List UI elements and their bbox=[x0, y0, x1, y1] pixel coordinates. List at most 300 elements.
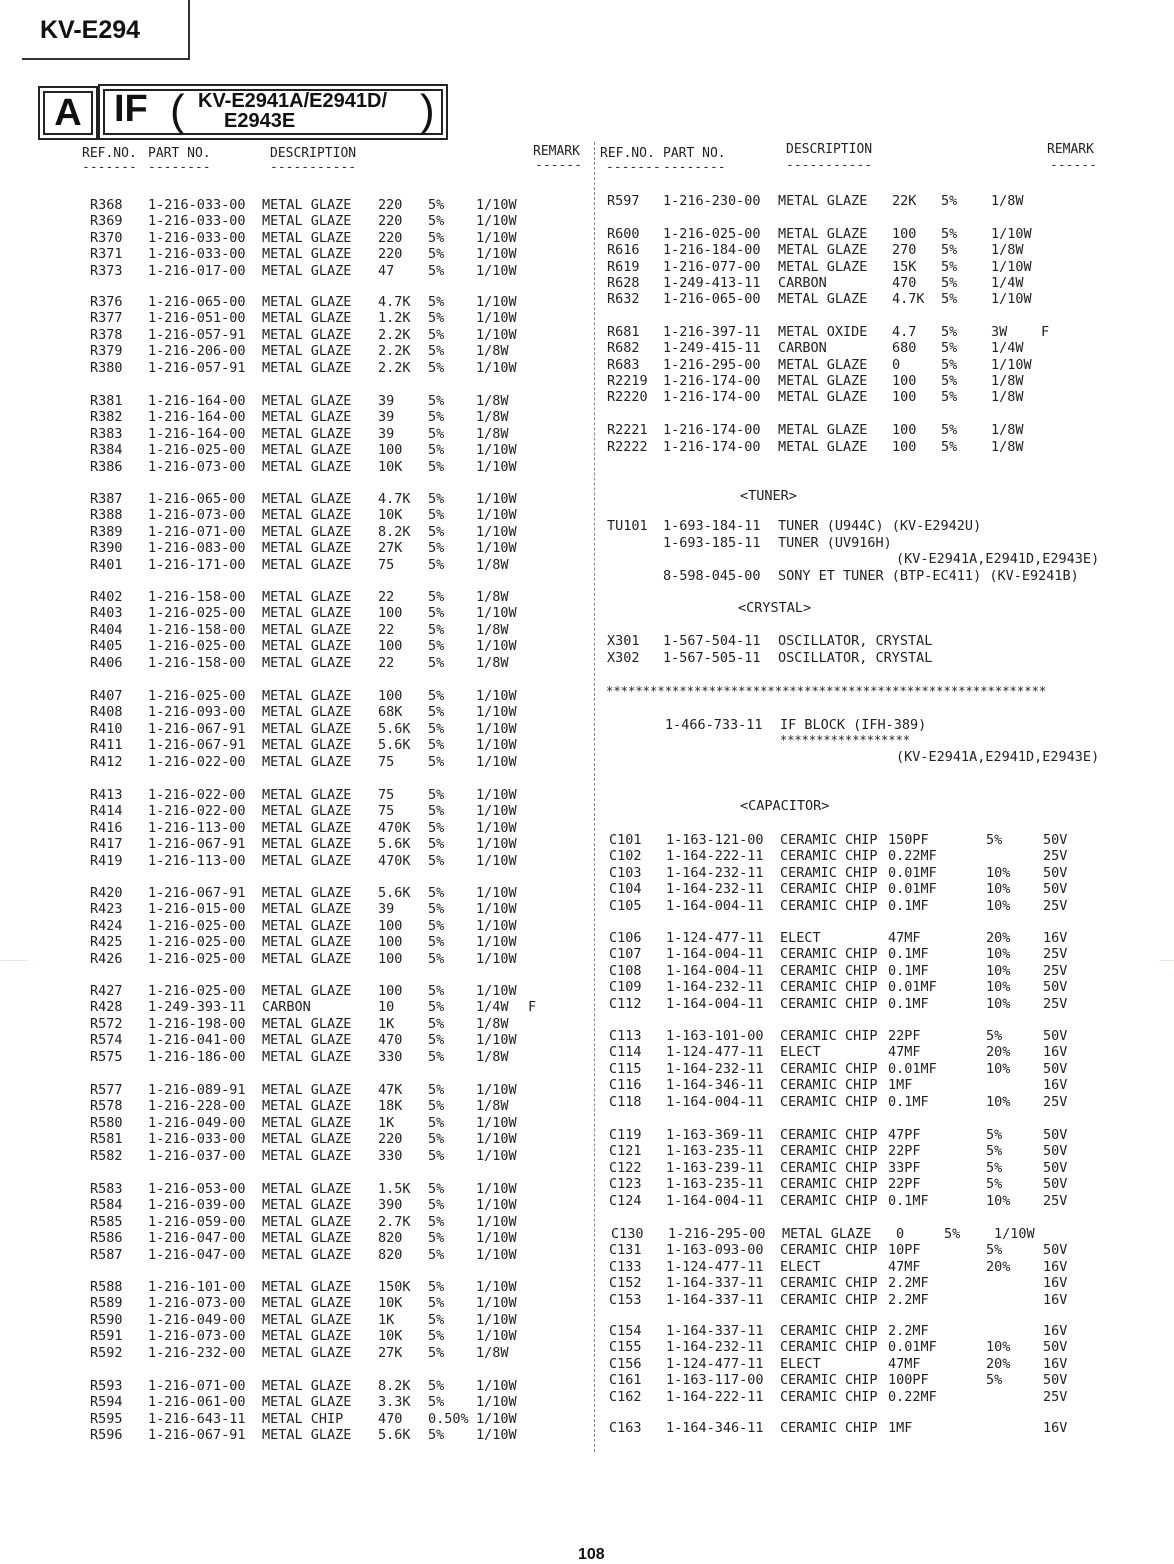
table-row bbox=[0, 605, 1174, 621]
ref-no: C106 bbox=[609, 930, 642, 946]
part-no: 1-216-033-00 bbox=[148, 197, 246, 213]
rating: 1/10W bbox=[476, 1147, 517, 1164]
tolerance: 20% bbox=[986, 930, 1011, 946]
description: METAL GLAZE bbox=[262, 1311, 352, 1328]
ref-no: R388 bbox=[90, 507, 123, 524]
value: 3.3K bbox=[378, 1394, 411, 1411]
part-no: 1-216-065-00 bbox=[663, 291, 761, 307]
ref-no: R580 bbox=[90, 1114, 123, 1131]
tolerance: 5% bbox=[428, 1032, 445, 1049]
rating: 1/10W bbox=[476, 638, 517, 655]
value: 10K bbox=[378, 1328, 403, 1345]
part-no: 1-216-033-00 bbox=[148, 246, 246, 263]
ref-no: R597 bbox=[607, 193, 640, 209]
table-row bbox=[0, 568, 1174, 584]
table-row bbox=[0, 946, 1174, 962]
ref-no: C152 bbox=[609, 1275, 642, 1292]
table-row bbox=[0, 1028, 1174, 1044]
rating: 1/10W bbox=[476, 934, 517, 951]
ref-no: R427 bbox=[90, 983, 123, 999]
header-remark: REMARK bbox=[533, 144, 580, 159]
tolerance: 5% bbox=[428, 326, 445, 343]
ref-no: C116 bbox=[609, 1077, 642, 1094]
voltage: 25V bbox=[1043, 946, 1068, 963]
if-block-desc: IF BLOCK (IFH-389) bbox=[780, 717, 927, 733]
table-row bbox=[0, 193, 1174, 209]
ref-no: R682 bbox=[607, 340, 640, 356]
part-no: 1-164-004-11 bbox=[666, 1192, 764, 1209]
description: METAL GLAZE bbox=[262, 458, 352, 475]
ref-no: R577 bbox=[90, 1082, 123, 1098]
part-no: 1-216-295-00 bbox=[668, 1226, 766, 1242]
part-no: 1-567-505-11 bbox=[663, 650, 761, 666]
rating: 1/10W bbox=[476, 1230, 517, 1247]
tolerance: 5% bbox=[428, 654, 445, 671]
value: 10PF bbox=[888, 1242, 921, 1259]
part-no: 1-164-337-11 bbox=[666, 1291, 764, 1308]
tolerance: 5% bbox=[428, 1295, 445, 1312]
description: CERAMIC CHIP bbox=[780, 1339, 878, 1356]
section-name: IF bbox=[114, 88, 148, 130]
ref-no: R589 bbox=[90, 1295, 123, 1312]
description: OSCILLATOR, CRYSTAL bbox=[778, 650, 933, 666]
description: CERAMIC CHIP bbox=[780, 1143, 878, 1160]
rating: 1/8W bbox=[476, 621, 509, 638]
part-no: 1-164-004-11 bbox=[666, 962, 764, 979]
part-no: 1-216-071-00 bbox=[148, 1378, 246, 1394]
description: CERAMIC CHIP bbox=[780, 1275, 878, 1292]
voltage: 25V bbox=[1043, 995, 1068, 1012]
value: 0.1MF bbox=[888, 1192, 929, 1209]
table-row bbox=[0, 865, 1174, 881]
part-no: 8-598-045-00 bbox=[663, 568, 761, 584]
value: 100 bbox=[892, 422, 917, 438]
rating: 1/10W bbox=[476, 917, 517, 934]
part-no: 1-216-113-00 bbox=[148, 819, 246, 836]
value: 1.2K bbox=[378, 310, 411, 327]
value: 5.6K bbox=[378, 737, 411, 754]
part-no: 1-216-025-00 bbox=[148, 950, 246, 967]
part-no: 1-249-393-11 bbox=[148, 999, 246, 1016]
description: METAL GLAZE bbox=[262, 442, 352, 459]
description: METAL GLAZE bbox=[262, 507, 352, 524]
value: 39 bbox=[378, 901, 395, 918]
value: 47MF bbox=[888, 1258, 921, 1275]
ref-no: R2219 bbox=[607, 373, 648, 389]
table-row bbox=[0, 1420, 1174, 1436]
tolerance: 5% bbox=[428, 1015, 445, 1032]
ref-no: R412 bbox=[90, 753, 123, 770]
description: (KV-E2941A,E2941D,E2943E) bbox=[896, 551, 1100, 567]
description: METAL GLAZE bbox=[778, 389, 868, 405]
ref-no: R596 bbox=[90, 1427, 123, 1444]
table-row bbox=[0, 1259, 1174, 1275]
part-no: 1-164-346-11 bbox=[666, 1420, 764, 1436]
voltage: 16V bbox=[1043, 1355, 1068, 1372]
rating: 1/10W bbox=[476, 1197, 517, 1214]
ref-no: R420 bbox=[90, 885, 123, 901]
tolerance: 5% bbox=[428, 1394, 445, 1411]
table-row bbox=[0, 704, 1174, 720]
part-no: 1-164-337-11 bbox=[666, 1275, 764, 1292]
value: 0.01MF bbox=[888, 1060, 937, 1077]
part-no: 1-163-239-11 bbox=[666, 1159, 764, 1176]
ref-no: R371 bbox=[90, 246, 123, 263]
description: METAL GLAZE bbox=[262, 1279, 352, 1295]
value: 820 bbox=[378, 1246, 403, 1263]
value: 100 bbox=[378, 638, 403, 655]
description: CERAMIC CHIP bbox=[780, 995, 878, 1012]
ref-no: R2221 bbox=[607, 422, 648, 438]
description: METAL GLAZE bbox=[262, 540, 352, 557]
description: METAL GLAZE bbox=[262, 1328, 352, 1345]
value: 22PF bbox=[888, 1143, 921, 1160]
tolerance: 5% bbox=[428, 901, 445, 918]
tolerance: 5% bbox=[428, 688, 445, 704]
rating: 1/10W bbox=[476, 688, 517, 704]
tolerance: 10% bbox=[986, 864, 1011, 881]
description: METAL GLAZE bbox=[778, 373, 868, 389]
voltage: 16V bbox=[1043, 1258, 1068, 1275]
ref-no: R383 bbox=[90, 425, 123, 442]
fold-mark-right bbox=[1160, 960, 1174, 961]
table-row bbox=[0, 787, 1174, 803]
description: METAL GLAZE bbox=[262, 556, 352, 573]
part-no: 1-216-057-91 bbox=[148, 326, 246, 343]
tolerance: 20% bbox=[986, 1355, 1011, 1372]
ref-no: R592 bbox=[90, 1344, 123, 1361]
tolerance: 10% bbox=[986, 962, 1011, 979]
value: 220 bbox=[378, 213, 403, 230]
part-no: 1-216-025-00 bbox=[148, 442, 246, 459]
value: 100 bbox=[892, 226, 917, 242]
tolerance: 5% bbox=[941, 357, 958, 373]
value: 100PF bbox=[888, 1372, 929, 1389]
voltage: 50V bbox=[1043, 979, 1068, 996]
tolerance: 20% bbox=[986, 1044, 1011, 1061]
tolerance: 5% bbox=[428, 523, 445, 540]
description: CERAMIC CHIP bbox=[780, 946, 878, 963]
header-desc-dash-right: ----------- bbox=[786, 158, 873, 173]
part-no: 1-216-083-00 bbox=[148, 540, 246, 557]
table-row bbox=[0, 1226, 1174, 1242]
value: 75 bbox=[378, 556, 395, 573]
section-letter: A bbox=[54, 92, 82, 134]
ref-no: C105 bbox=[609, 897, 642, 914]
ref-no: C162 bbox=[609, 1388, 642, 1405]
table-row bbox=[0, 551, 1174, 567]
ref-no: R590 bbox=[90, 1311, 123, 1328]
part-no: 1-164-346-11 bbox=[666, 1077, 764, 1094]
tolerance: 5% bbox=[428, 393, 445, 409]
tolerance: 5% bbox=[428, 343, 445, 360]
section-models-line1: KV-E2941A/E2941D/ bbox=[198, 90, 388, 112]
ref-no: C122 bbox=[609, 1159, 642, 1176]
ref-no: R379 bbox=[90, 343, 123, 360]
tolerance: 5% bbox=[941, 275, 958, 291]
ref-no: R408 bbox=[90, 704, 123, 721]
rating: 1/10W bbox=[476, 1279, 517, 1295]
ref-no: R401 bbox=[90, 556, 123, 573]
part-no: 1-163-101-00 bbox=[666, 1028, 764, 1044]
value: 1MF bbox=[888, 1420, 913, 1436]
tolerance: 5% bbox=[428, 213, 445, 230]
description: METAL GLAZE bbox=[262, 917, 352, 934]
part-no: 1-216-073-00 bbox=[148, 458, 246, 475]
ref-no: R585 bbox=[90, 1213, 123, 1230]
ref-no: R572 bbox=[90, 1015, 123, 1032]
section-title-box bbox=[98, 84, 448, 140]
table-row bbox=[0, 963, 1174, 979]
description: TUNER (UV916H) bbox=[778, 535, 892, 551]
description: METAL GLAZE bbox=[262, 589, 352, 605]
description: ELECT bbox=[780, 930, 821, 946]
value: 5.6K bbox=[378, 836, 411, 853]
part-no: 1-216-164-00 bbox=[148, 409, 246, 426]
value: 22 bbox=[378, 621, 395, 638]
part-no: 1-164-222-11 bbox=[666, 848, 764, 865]
part-no: 1-124-477-11 bbox=[666, 1258, 764, 1275]
open-paren: ( bbox=[170, 86, 185, 135]
part-no: 1-567-504-11 bbox=[663, 633, 761, 649]
tolerance: 5% bbox=[428, 819, 445, 836]
tolerance: 5% bbox=[428, 1378, 445, 1394]
part-no: 1-216-067-91 bbox=[148, 720, 246, 737]
table-row bbox=[0, 340, 1174, 356]
table-row bbox=[0, 721, 1174, 737]
part-no: 1-216-025-00 bbox=[148, 688, 246, 704]
ref-no: R370 bbox=[90, 229, 123, 246]
voltage: 50V bbox=[1043, 1159, 1068, 1176]
part-no: 1-216-174-00 bbox=[663, 422, 761, 438]
description: METAL GLAZE bbox=[262, 491, 352, 507]
ref-no: R390 bbox=[90, 540, 123, 557]
part-no: 1-163-121-00 bbox=[666, 832, 764, 848]
table-row bbox=[0, 898, 1174, 914]
description: METAL GLAZE bbox=[778, 259, 868, 275]
rating: 1/8W bbox=[991, 389, 1024, 405]
value: 4.7K bbox=[378, 491, 411, 507]
tolerance: 5% bbox=[428, 197, 445, 213]
tolerance: 5% bbox=[428, 1098, 445, 1115]
tolerance: 5% bbox=[428, 1344, 445, 1361]
rating: 1/8W bbox=[476, 654, 509, 671]
rating: 1/8W bbox=[476, 1015, 509, 1032]
remark: F bbox=[1041, 324, 1050, 340]
description: METAL GLAZE bbox=[778, 242, 868, 258]
part-no: 1-163-093-00 bbox=[666, 1242, 764, 1259]
part-no: 1-164-004-11 bbox=[666, 995, 764, 1012]
part-no: 1-163-117-00 bbox=[666, 1372, 764, 1389]
part-no: 1-216-158-00 bbox=[148, 621, 246, 638]
part-no: 1-216-022-00 bbox=[148, 787, 246, 803]
rating: 1/8W bbox=[476, 1048, 509, 1065]
table-row bbox=[0, 439, 1174, 455]
rating: 1/4W bbox=[991, 275, 1024, 291]
part-no: 1-216-158-00 bbox=[148, 589, 246, 605]
ref-no: C104 bbox=[609, 881, 642, 898]
value: 2.2MF bbox=[888, 1275, 929, 1292]
rating: 1/10W bbox=[476, 458, 517, 475]
description: METAL GLAZE bbox=[262, 983, 352, 999]
description: METAL GLAZE bbox=[262, 605, 352, 622]
description: CERAMIC CHIP bbox=[780, 864, 878, 881]
rating: 1/10W bbox=[476, 1181, 517, 1197]
rating: 1/10W bbox=[476, 507, 517, 524]
table-row bbox=[0, 1044, 1174, 1060]
part-no: 1-216-158-00 bbox=[148, 654, 246, 671]
description: METAL GLAZE bbox=[262, 229, 352, 246]
table-row bbox=[0, 1160, 1174, 1176]
header-remark-dash: ------ bbox=[535, 158, 582, 173]
value: 100 bbox=[378, 934, 403, 951]
if-block-stars: ****************** bbox=[780, 733, 911, 747]
value: 330 bbox=[378, 1048, 403, 1065]
ref-no: R632 bbox=[607, 291, 640, 307]
ref-no: C109 bbox=[609, 979, 642, 996]
part-no: 1-216-037-00 bbox=[148, 1147, 246, 1164]
value: 0 bbox=[892, 357, 901, 373]
rating: 1/10W bbox=[476, 901, 517, 918]
ref-no: TU101 bbox=[607, 518, 648, 534]
rating: 1/10W bbox=[476, 1394, 517, 1411]
part-no: 1-163-369-11 bbox=[666, 1127, 764, 1143]
description: CERAMIC CHIP bbox=[780, 979, 878, 996]
tolerance: 10% bbox=[986, 995, 1011, 1012]
value: 27K bbox=[378, 540, 403, 557]
ref-no: R583 bbox=[90, 1181, 123, 1197]
description: METAL GLAZE bbox=[778, 291, 868, 307]
rating: 1/10W bbox=[476, 540, 517, 557]
ref-no: C161 bbox=[609, 1372, 642, 1389]
ref-no: R382 bbox=[90, 409, 123, 426]
description: METAL GLAZE bbox=[262, 803, 352, 820]
table-row bbox=[0, 1323, 1174, 1339]
tolerance: 5% bbox=[986, 1242, 1003, 1259]
part-no: 1-216-397-11 bbox=[663, 324, 761, 340]
description: METAL GLAZE bbox=[262, 720, 352, 737]
ref-no: R425 bbox=[90, 934, 123, 951]
ref-no: R387 bbox=[90, 491, 123, 507]
value: 330 bbox=[378, 1147, 403, 1164]
value: 100 bbox=[892, 439, 917, 455]
ref-no: R369 bbox=[90, 213, 123, 230]
description: METAL GLAZE bbox=[262, 901, 352, 918]
part-no: 1-216-025-00 bbox=[663, 226, 761, 242]
value: 470 bbox=[892, 275, 917, 291]
part-no: 1-216-113-00 bbox=[148, 852, 246, 869]
description: CARBON bbox=[778, 275, 827, 291]
tolerance: 5% bbox=[428, 803, 445, 820]
section-models-line2: E2943E bbox=[224, 110, 296, 132]
description: METAL GLAZE bbox=[262, 704, 352, 721]
rating: 3W bbox=[991, 324, 1008, 340]
table-row bbox=[0, 633, 1174, 649]
description: METAL GLAZE bbox=[262, 1213, 352, 1230]
part-no: 1-216-206-00 bbox=[148, 343, 246, 360]
rating: 1/10W bbox=[476, 885, 517, 901]
description: CERAMIC CHIP bbox=[780, 881, 878, 898]
tolerance: 5% bbox=[986, 1159, 1003, 1176]
rating: 1/10W bbox=[476, 213, 517, 230]
part-no: 1-164-232-11 bbox=[666, 881, 764, 898]
part-no: 1-216-174-00 bbox=[663, 439, 761, 455]
close-paren: ) bbox=[420, 86, 435, 135]
ref-no: C131 bbox=[609, 1242, 642, 1259]
value: 39 bbox=[378, 425, 395, 442]
part-no: 1-216-033-00 bbox=[148, 1131, 246, 1148]
description: METAL GLAZE bbox=[262, 1344, 352, 1361]
rating: 1/4W bbox=[476, 999, 509, 1016]
part-no: 1-216-101-00 bbox=[148, 1279, 246, 1295]
voltage: 50V bbox=[1043, 1339, 1068, 1356]
tolerance: 5% bbox=[941, 389, 958, 405]
rating: 1/10W bbox=[476, 803, 517, 820]
value: 10 bbox=[378, 999, 395, 1016]
rating: 1/10W bbox=[476, 1114, 517, 1131]
ref-no: R616 bbox=[607, 242, 640, 258]
ref-no: R683 bbox=[607, 357, 640, 373]
part-no: 1-216-643-11 bbox=[148, 1410, 246, 1427]
part-no: 1-164-004-11 bbox=[666, 946, 764, 963]
tolerance: 10% bbox=[986, 1192, 1011, 1209]
tolerance: 5% bbox=[428, 950, 445, 967]
description: CERAMIC CHIP bbox=[780, 1127, 878, 1143]
capacitor-heading: <CAPACITOR> bbox=[740, 798, 830, 814]
ref-no: R403 bbox=[90, 605, 123, 622]
voltage: 16V bbox=[1043, 930, 1068, 946]
description: METAL GLAZE bbox=[262, 1181, 352, 1197]
tolerance: 5% bbox=[428, 704, 445, 721]
voltage: 50V bbox=[1043, 1127, 1068, 1143]
header-desc-right: DESCRIPTION bbox=[786, 142, 873, 157]
ref-no: R595 bbox=[90, 1410, 123, 1427]
rating: 1/10W bbox=[476, 246, 517, 263]
table-row bbox=[0, 226, 1174, 242]
value: 8.2K bbox=[378, 1378, 411, 1394]
value: 2.2K bbox=[378, 326, 411, 343]
value: 390 bbox=[378, 1197, 403, 1214]
rating: 1/10W bbox=[476, 1311, 517, 1328]
description: METAL GLAZE bbox=[262, 1378, 352, 1394]
table-row bbox=[0, 1061, 1174, 1077]
header-part-right: PART NO. bbox=[663, 146, 726, 161]
ref-no: R423 bbox=[90, 901, 123, 918]
ref-no: C155 bbox=[609, 1339, 642, 1356]
part-no: 1-164-222-11 bbox=[666, 1388, 764, 1405]
description: METAL GLAZE bbox=[262, 1131, 352, 1148]
value: 22 bbox=[378, 589, 395, 605]
description: METAL GLAZE bbox=[262, 197, 352, 213]
part-no: 1-216-228-00 bbox=[148, 1098, 246, 1115]
description: METAL GLAZE bbox=[262, 934, 352, 951]
description: METAL GLAZE bbox=[262, 1230, 352, 1247]
part-no: 1-693-184-11 bbox=[663, 518, 761, 534]
table-row bbox=[0, 535, 1174, 551]
part-no: 1-216-295-00 bbox=[663, 357, 761, 373]
part-no: 1-216-184-00 bbox=[663, 242, 761, 258]
ref-no: C118 bbox=[609, 1093, 642, 1110]
part-no: 1-249-413-11 bbox=[663, 275, 761, 291]
rating: 1/10W bbox=[991, 357, 1032, 373]
value: 2.2MF bbox=[888, 1323, 929, 1339]
ref-no: R377 bbox=[90, 310, 123, 327]
ref-no: C154 bbox=[609, 1323, 642, 1339]
tolerance: 5% bbox=[428, 589, 445, 605]
ref-no: R424 bbox=[90, 917, 123, 934]
value: 0.1MF bbox=[888, 1093, 929, 1110]
part-no: 1-216-164-00 bbox=[148, 393, 246, 409]
